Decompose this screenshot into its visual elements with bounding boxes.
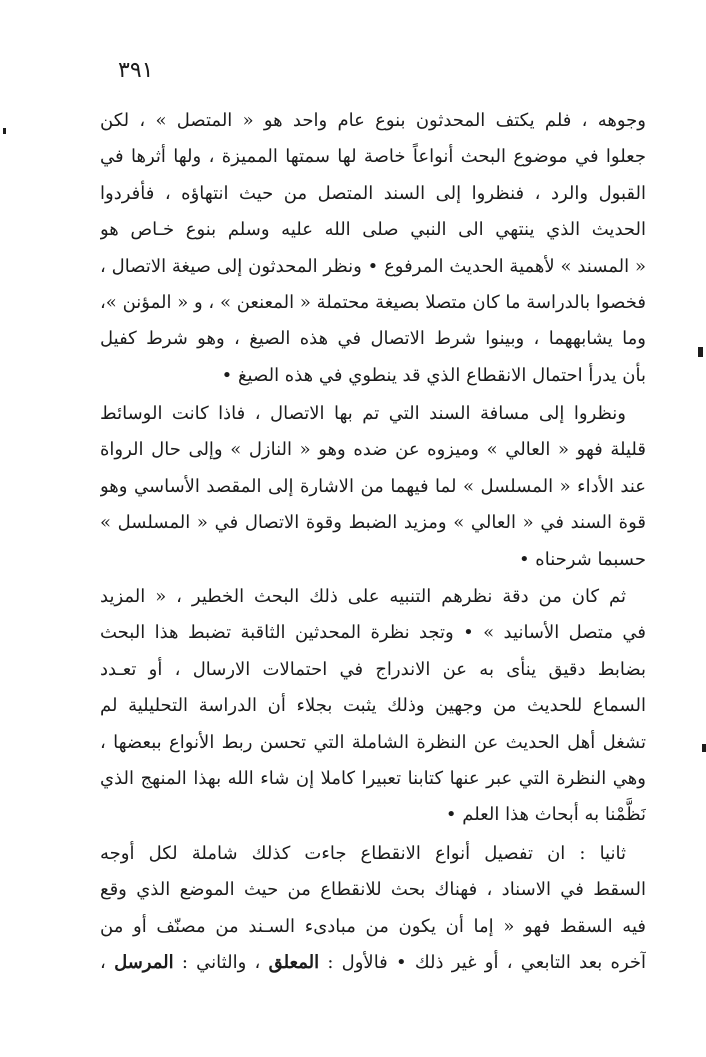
scan-mark <box>3 128 6 134</box>
text-line: عند الأداء « المسلسل » لما فيهما من الاشارة إلى المقصد الأساسي وهو <box>100 475 646 497</box>
text-line: السقط في الاسناد ، فهناك بحث للانقطاع من حيث الموضع الذي وقع <box>100 879 646 901</box>
text-line: فخصوا بالدراسة ما كان متصلا بصيغة محتملة « المعنعن » ، و « المؤنن »، <box>100 291 646 313</box>
text-run: آخره بعد التابعي ، أو غير ذلك • فالأول : <box>319 952 646 974</box>
paragraph-2 <box>100 396 646 578</box>
text-line: وهي النظرة التي عبر عنها كتابنا تعبيرا كاملا إن شاء الله بهذا المنهج الذي <box>100 767 646 789</box>
text-line: قوة السند في « العالي » ومزيد الضبط وقوة الاتصال في « المسلسل » <box>100 512 646 534</box>
text-run: ، والثاني : <box>173 952 269 974</box>
term-mursal: المرسل <box>114 952 174 974</box>
paragraph-1 <box>100 103 646 394</box>
text-line: ثانيا : ان تفصيل أنواع الانقطاع جاءت كذلك شاملة لكل أوجه <box>100 843 626 864</box>
text-line: تشغل أهل الحديث عن النظرة الشاملة التي تحسن ربط الأنواع ببعضها ، <box>100 731 646 753</box>
paragraph-4 <box>100 836 646 982</box>
text-run: ، <box>100 952 115 974</box>
text-line: قليلة فهو « العالي » وميزوه عن ضده وهو « النازل » وإلى حال الرواة <box>100 439 646 461</box>
text-line: ونظروا إلى مسافة السند التي تم بها الاتصال ، فاذا كانت الوسائط <box>100 403 626 424</box>
text-line: فيه السقط فهو « إما أن يكون من مبادىء السـند من مصنّف أو من <box>100 915 646 937</box>
text-line-final <box>100 945 646 981</box>
text-line: القبول والرد ، فنظروا إلى السند المتصل من حيث انتهاؤه ، فأفردوا <box>100 182 646 204</box>
text-line: « المسند » لأهمية الحديث المرفوع • ونظر المحدثون إلى صيغة الاتصال ، <box>100 255 646 277</box>
text-line: بضابط دقيق ينأى به عن الاندراج في احتمالات الارسال ، أو تعـدد <box>100 658 646 680</box>
text-line: الحديث الذي ينتهي الى النبي صلى الله عليه وسلم بنوع خـاص هو <box>100 219 646 241</box>
text-line: حسبما شرحناه • <box>518 548 646 570</box>
page-number: ٣٩١ <box>118 58 154 83</box>
scan-mark <box>702 744 706 752</box>
text-line: ثم كان من دقة نظرهم التنبيه على ذلك البحث الخطير ، « المزيد <box>100 586 626 607</box>
paragraph-3 <box>100 579 646 834</box>
text-line: وما يشابههما ، وبينوا شرط الاتصال في هذه الصيغ ، وهو شرط كفيل <box>100 328 646 350</box>
text-line: السماع للحديث من وجهين وذلك يثبت بجلاء أن الدراسة التحليلية لم <box>100 695 646 717</box>
term-muallaq: المعلق <box>268 952 320 974</box>
scan-mark <box>698 347 703 357</box>
text-line: بأن يدرأ احتمال الانقطاع الذي قد ينطوي في هذه الصيغ • <box>221 364 646 386</box>
text-line: نَظَّمْنا به أبحاث هذا العلم • <box>445 804 646 826</box>
text-line: في متصل الأسانيد » • وتجد نظرة المحدثين الثاقبة تضبط هذا البحث <box>100 622 646 644</box>
text-line: وجوهه ، فلم يكتف المحدثون بنوع عام واحد هو « المتصل » ، لكن <box>100 110 646 131</box>
text-line: جعلوا في موضوع البحث أنواعاً خاصة لها سمتها المميزة ، ولها أثرها في <box>100 146 646 168</box>
